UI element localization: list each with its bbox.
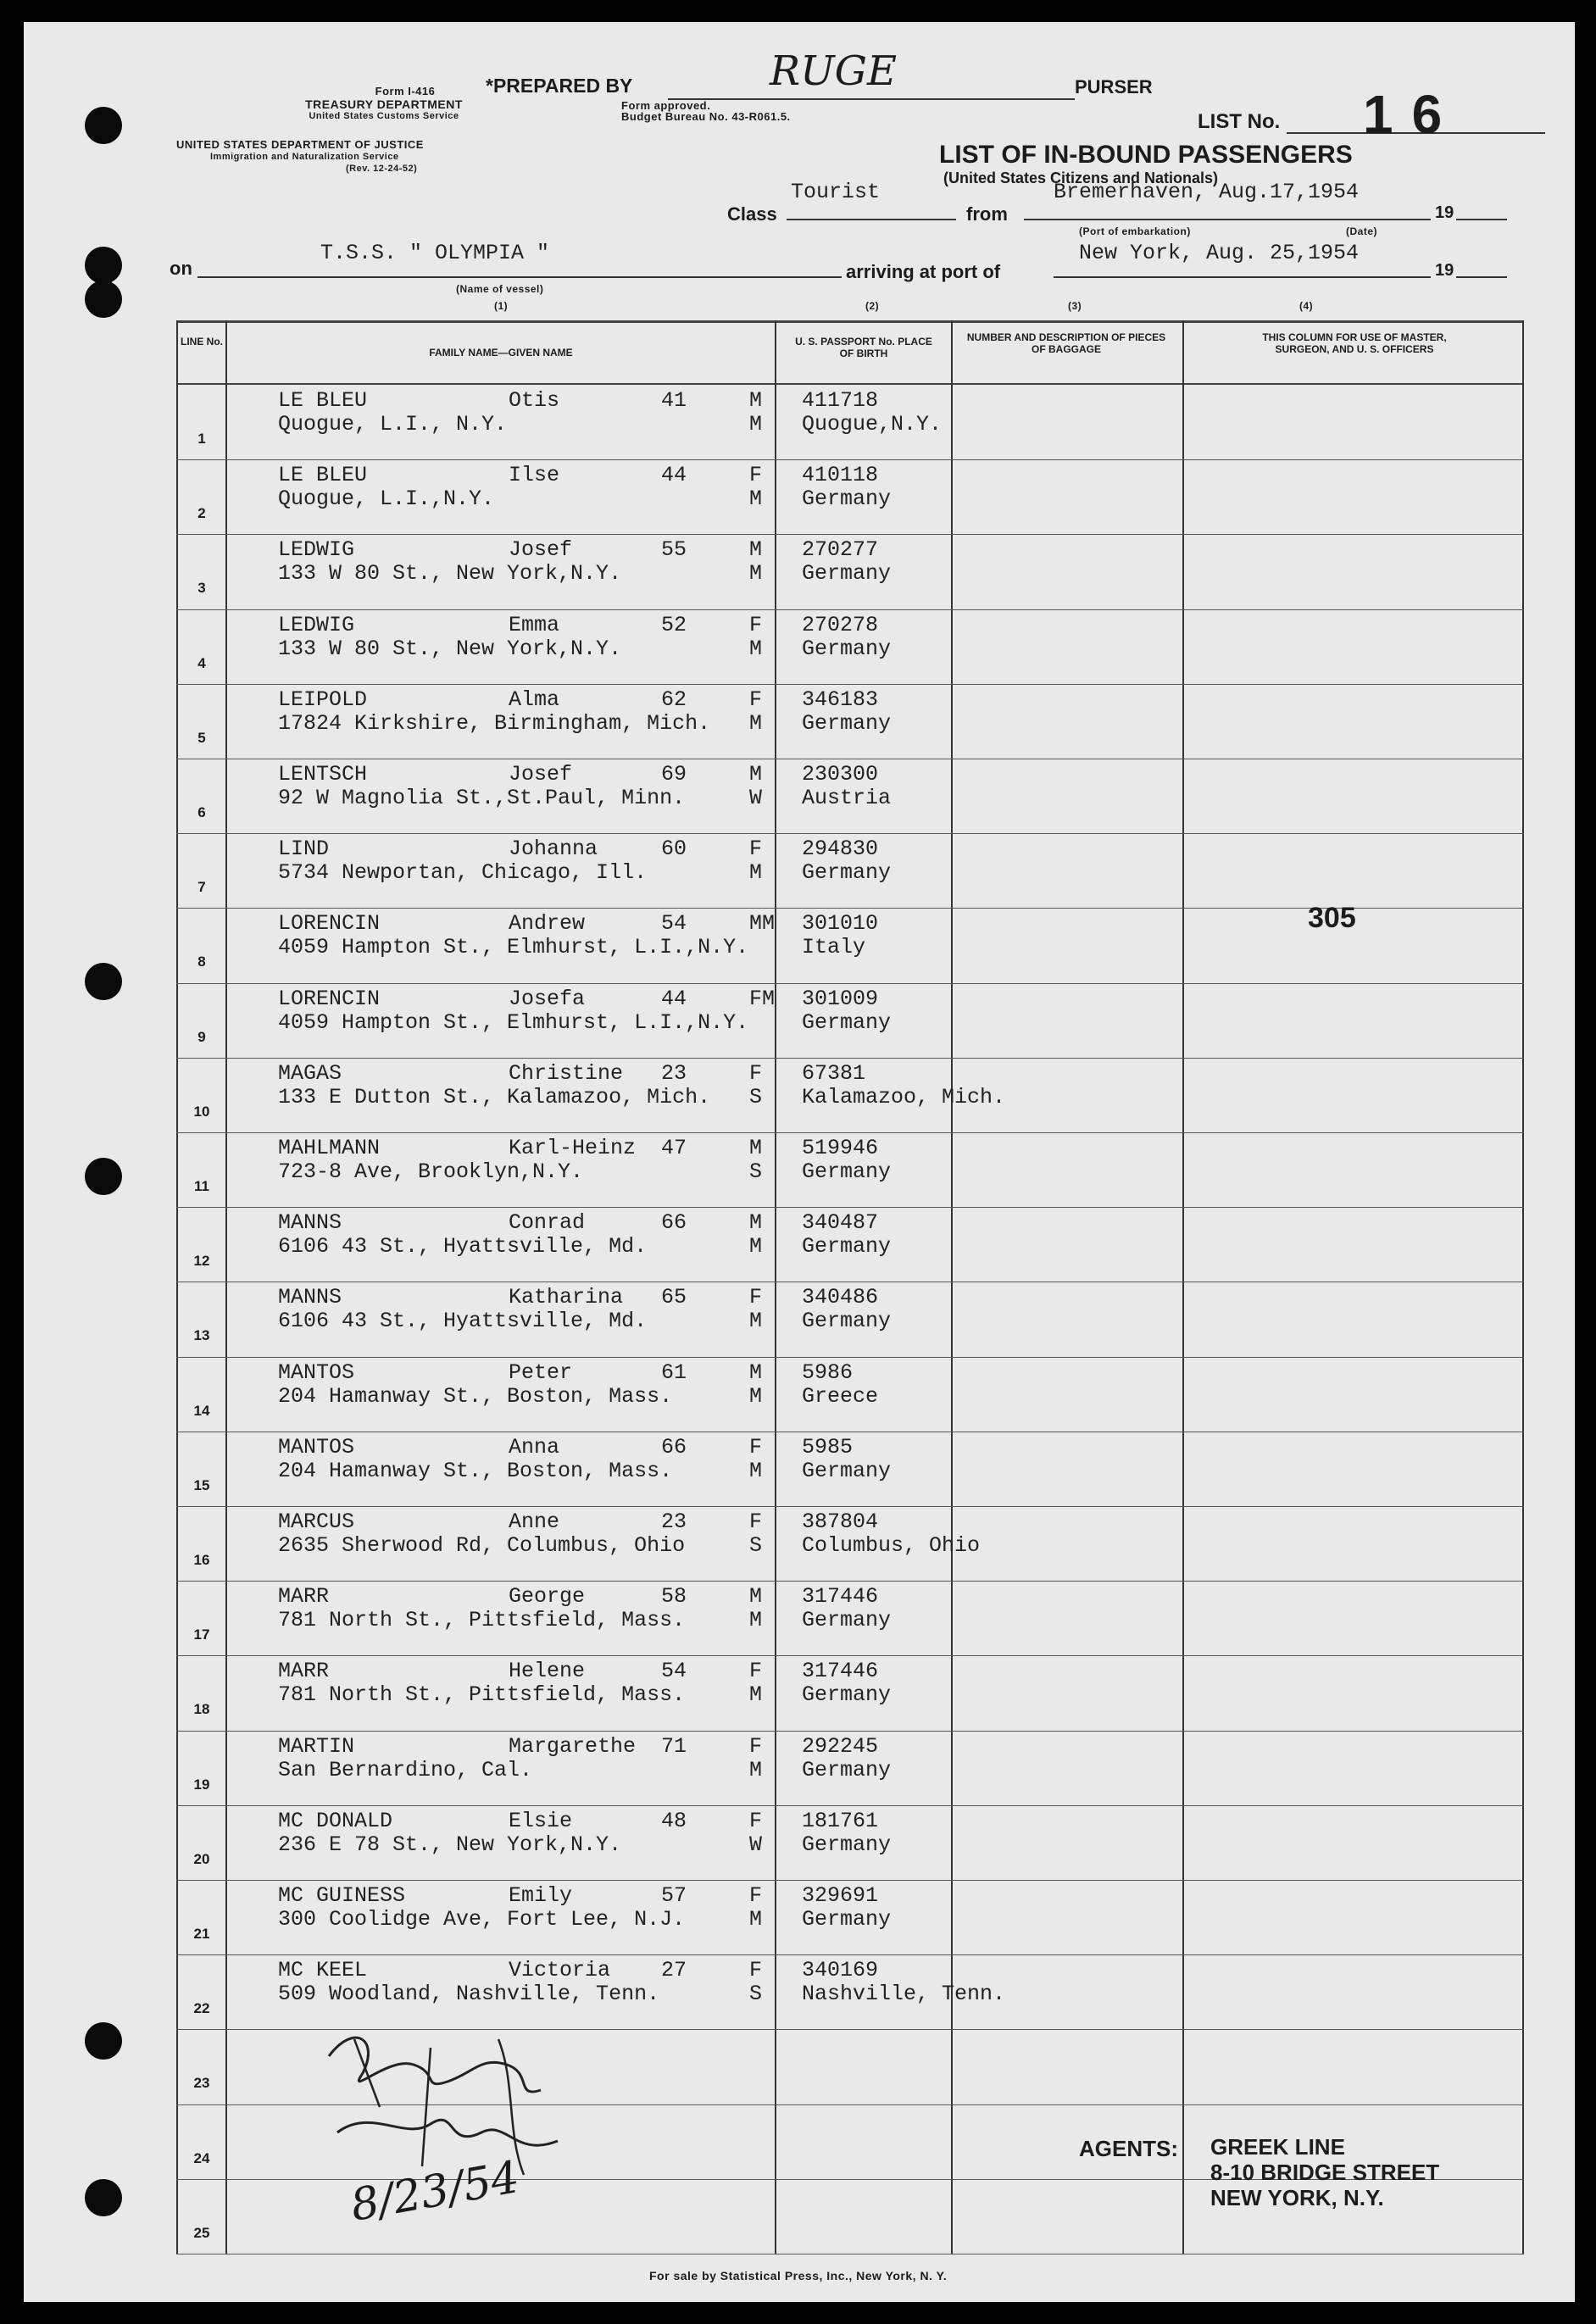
birthplace: Germany [802, 1832, 892, 1857]
marital-status: S [749, 1982, 763, 2007]
row-rule [176, 459, 1524, 460]
family-name: MANNS [278, 1285, 342, 1310]
row-rule [176, 1506, 1524, 1507]
sex: F [749, 1659, 763, 1684]
marital-status: M [749, 412, 763, 436]
sex: F [749, 1808, 763, 1833]
prepared-by-label: *PREPARED BY [486, 75, 633, 97]
passenger-row [24, 385, 1524, 459]
birthplace: Kalamazoo, Mich. [802, 1084, 1006, 1109]
row-rule [176, 1880, 1524, 1881]
line-number: 10 [193, 1103, 210, 1120]
marital-status: S [749, 1533, 763, 1558]
given-name: Andrew [509, 911, 586, 937]
passport-number: 5986 [802, 1359, 854, 1385]
year-prefix-1: 19 [1435, 203, 1454, 222]
line-number: 3 [197, 580, 206, 597]
signature-scribble [303, 2005, 626, 2268]
row-rule [176, 1207, 1524, 1208]
line-number: 17 [193, 1626, 210, 1643]
row-rule [176, 1655, 1524, 1656]
marital-status: M [749, 1608, 763, 1633]
address: 5734 Newportan, Chicago, Ill. [278, 860, 648, 886]
budget-approved: Form approved. [621, 99, 711, 112]
line-number: 6 [197, 804, 206, 820]
marital-status: M [749, 1757, 763, 1782]
address: Quogue, L.I.,N.Y. [278, 486, 495, 512]
family-name: MAHLMANN [278, 1136, 381, 1160]
passenger-row [24, 1880, 1524, 1954]
age: 71 [661, 1733, 687, 1759]
header-name: FAMILY NAME—GIVEN NAME [429, 347, 573, 359]
birthplace: Germany [802, 860, 892, 886]
given-name: George [509, 1584, 586, 1610]
age: 61 [661, 1359, 687, 1385]
marital-status: M [749, 1234, 763, 1259]
marital-status: M [749, 710, 763, 736]
year-prefix-2: 19 [1435, 261, 1454, 280]
binder-hole [85, 281, 122, 318]
col3-note: (3) [1068, 300, 1082, 312]
family-name: MC DONALD [278, 1808, 393, 1833]
given-name: Conrad [509, 1210, 586, 1236]
date-note: (Date) [1346, 225, 1378, 237]
passport-number: 301009 [802, 986, 879, 1011]
given-name: Josef [509, 537, 573, 563]
passport-number: 67381 [802, 1060, 866, 1086]
birthplace: Austria [802, 786, 892, 810]
passport-number: 317446 [802, 1659, 879, 1684]
list-title: LIST OF IN-BOUND PASSENGERS [939, 141, 1353, 169]
marital-status: M [749, 1309, 763, 1334]
birthplace: Germany [802, 1608, 892, 1633]
agents-line1: GREEK LINE [1210, 2134, 1345, 2160]
sex: MM [749, 911, 776, 937]
birthplace: Germany [802, 710, 892, 736]
passport-number: 410118 [802, 463, 879, 488]
passport-number: 270277 [802, 537, 879, 563]
line-number: 13 [193, 1327, 210, 1344]
list-label: LIST No. [1198, 110, 1281, 133]
from-label: from [966, 203, 1008, 225]
age: 23 [661, 1509, 687, 1534]
family-name: MARTIN [278, 1733, 355, 1759]
row-rule [176, 1954, 1524, 1955]
line-number: 16 [193, 1552, 210, 1568]
family-name: LEDWIG [278, 612, 355, 637]
justice-dept: UNITED STATES DEPARTMENT OF JUSTICE [176, 138, 424, 151]
family-name: LORENCIN [278, 911, 381, 937]
passport-number: 519946 [802, 1136, 879, 1160]
given-name: Margarethe [509, 1733, 637, 1759]
birthplace: Germany [802, 1159, 892, 1184]
family-name: MC GUINESS [278, 1883, 406, 1908]
birthplace: Germany [802, 1234, 892, 1259]
family-name: LIND [278, 837, 330, 862]
binder-hole [85, 107, 122, 144]
header-line-no: LINE No. [181, 336, 223, 347]
line-number: 1 [197, 431, 206, 447]
address: 781 North St., Pittsfield, Mass. [278, 1608, 686, 1633]
age: 60 [661, 837, 687, 862]
address: 723-8 Ave, Brooklyn,N.Y. [278, 1159, 584, 1184]
age: 66 [661, 1434, 687, 1459]
line-number: 14 [193, 1402, 210, 1419]
passport-number: 411718 [802, 388, 879, 413]
age: 44 [661, 463, 687, 488]
passenger-row [24, 759, 1524, 833]
line-number: 8 [197, 954, 206, 970]
age: 54 [661, 1659, 687, 1684]
sex: F [749, 1958, 763, 1983]
marital-status: M [749, 636, 763, 661]
address: 300 Coolidge Ave, Fort Lee, N.J. [278, 1907, 686, 1932]
marital-status: M [749, 860, 763, 886]
passport-number: 292245 [802, 1733, 879, 1759]
passenger-row [24, 1282, 1524, 1356]
given-name: Katharina [509, 1285, 624, 1310]
passport-number: 181761 [802, 1808, 879, 1833]
marital-status: M [749, 1458, 763, 1483]
passport-number: 340169 [802, 1958, 879, 1983]
line-number: 12 [193, 1253, 210, 1270]
given-name: Peter [509, 1359, 573, 1385]
birthplace: Germany [802, 1309, 892, 1334]
age: 58 [661, 1584, 687, 1610]
sex: M [749, 537, 763, 563]
address: 6106 43 St., Hyattsville, Md. [278, 1234, 648, 1259]
age: 27 [661, 1958, 687, 1983]
passport-number: 317446 [802, 1584, 879, 1610]
line-number: 18 [193, 1701, 210, 1718]
header-officers: THIS COLUMN FOR USE OF MASTER, SURGEON, AND U. S. OFFICERS [1262, 331, 1447, 355]
treasury-dept: TREASURY DEPARTMENT [305, 97, 463, 111]
passenger-row [24, 1731, 1524, 1805]
address: 509 Woodland, Nashville, Tenn. [278, 1982, 660, 2007]
year-underline-1 [1456, 219, 1507, 220]
sex: M [749, 1210, 763, 1236]
prepared-by-value: RUGE [770, 47, 897, 95]
birthplace: Germany [802, 561, 892, 587]
family-name: MANNS [278, 1210, 342, 1236]
birthplace: Germany [802, 486, 892, 512]
address: 204 Hamanway St., Boston, Mass. [278, 1383, 673, 1409]
line-number: 4 [197, 654, 206, 671]
line-number: 9 [197, 1028, 206, 1045]
list-number: 16 [1363, 84, 1461, 145]
family-name: LORENCIN [278, 986, 381, 1011]
revision-date: (Rev. 12-24-52) [346, 164, 418, 174]
ins-service: Immigration and Naturalization Service [210, 152, 399, 162]
port-embark-note: (Port of embarkation) [1079, 225, 1191, 237]
line-number: 24 [193, 2149, 210, 2166]
family-name: LE BLEU [278, 463, 368, 488]
address: 4059 Hampton St., Elmhurst, L.I.,N.Y. [278, 935, 749, 960]
address: 133 W 80 St., New York,N.Y. [278, 636, 622, 661]
sex: M [749, 762, 763, 787]
passport-number: 346183 [802, 687, 879, 712]
passenger-row [24, 1058, 1524, 1132]
family-name: MAGAS [278, 1060, 342, 1086]
passenger-row [24, 1207, 1524, 1282]
passport-number: 340486 [802, 1285, 879, 1310]
marital-status: M [749, 1682, 763, 1708]
row-rule [176, 1132, 1524, 1133]
row-rule [176, 1805, 1524, 1806]
row-rule [176, 1058, 1524, 1059]
row-rule [176, 534, 1524, 535]
year-underline-2 [1456, 276, 1507, 278]
line-number: 25 [193, 2224, 210, 2241]
given-name: Anne [509, 1509, 560, 1534]
header-baggage: NUMBER AND DESCRIPTION OF PIECES OF BAGGAGE [966, 331, 1166, 355]
line-number: 19 [193, 1776, 210, 1793]
class-label: Class [727, 203, 777, 225]
given-name: Otis [509, 388, 560, 413]
family-name: LE BLEU [278, 388, 368, 413]
family-name: LENTSCH [278, 762, 368, 787]
table-top-rule [176, 320, 1524, 323]
passenger-row [24, 1805, 1524, 1880]
marital-status: S [749, 1159, 763, 1184]
age: 69 [661, 762, 687, 787]
birthplace: Germany [802, 1009, 892, 1035]
signature-date: 8/23/54 [347, 2152, 524, 2232]
col2-note: (2) [865, 300, 880, 312]
marital-status: M [749, 486, 763, 512]
row-rule [176, 684, 1524, 685]
birthplace: Italy [802, 935, 866, 960]
class-value: Tourist [791, 180, 881, 204]
marital-status: M [749, 1907, 763, 1932]
family-name: LEIPOLD [278, 687, 368, 712]
given-name: Victoria [509, 1958, 611, 1983]
given-name: Josefa [509, 986, 586, 1011]
sex: M [749, 1584, 763, 1610]
given-name: Johanna [509, 837, 598, 862]
birthplace: Germany [802, 636, 892, 661]
age: 57 [661, 1883, 687, 1908]
given-name: Alma [509, 687, 560, 712]
passenger-row [24, 1655, 1524, 1730]
passenger-row [24, 534, 1524, 609]
sex: F [749, 687, 763, 712]
budget-bureau: Budget Bureau No. 43-R061.5. [621, 110, 791, 123]
line-number: 21 [193, 1926, 210, 1942]
birthplace: Nashville, Tenn. [802, 1982, 1006, 2007]
sex: F [749, 1285, 763, 1310]
age: 23 [661, 1060, 687, 1086]
vessel-note: (Name of vessel) [456, 283, 544, 295]
row-rule [176, 1731, 1524, 1732]
age: 48 [661, 1808, 687, 1833]
sex: F [749, 837, 763, 862]
passenger-row [24, 908, 1524, 982]
sex: F [749, 1060, 763, 1086]
sex: F [749, 1883, 763, 1908]
marital-status: W [749, 786, 763, 810]
vessel-name: T.S.S. " OLYMPIA " [320, 241, 550, 265]
list-subtitle: (United States Citizens and Nationals) [943, 170, 1219, 186]
prepared-by-underline [668, 98, 1075, 100]
family-name: MANTOS [278, 1359, 355, 1385]
given-name: Elsie [509, 1808, 573, 1833]
line-number: 5 [197, 729, 206, 746]
age: 54 [661, 911, 687, 937]
sex: F [749, 1509, 763, 1534]
passenger-row [24, 609, 1524, 684]
address: 4059 Hampton St., Elmhurst, L.I.,N.Y. [278, 1009, 749, 1035]
sex: F [749, 612, 763, 637]
header-passport: U. S. PASSPORT No. PLACE OF BIRTH [795, 336, 932, 359]
passenger-row [24, 1357, 1524, 1432]
passenger-row [24, 1432, 1524, 1506]
address: 236 E 78 St., New York,N.Y. [278, 1832, 622, 1857]
line-number: 7 [197, 879, 206, 896]
row-rule [176, 1357, 1524, 1358]
address: 133 W 80 St., New York,N.Y. [278, 561, 622, 587]
address: 2635 Sherwood Rd, Columbus, Ohio [278, 1533, 686, 1558]
birthplace: Germany [802, 1907, 892, 1932]
given-name: Emma [509, 612, 560, 637]
sex: M [749, 1359, 763, 1385]
address: 204 Hamanway St., Boston, Mass. [278, 1458, 673, 1483]
line-number: 20 [193, 1850, 210, 1867]
marital-status: M [749, 1383, 763, 1409]
passenger-row [24, 983, 1524, 1058]
age: 41 [661, 388, 687, 413]
family-name: MC KEEL [278, 1958, 368, 1983]
birthplace: Germany [802, 1757, 892, 1782]
agents-line2: 8-10 BRIDGE STREET [1210, 2160, 1440, 2185]
binder-hole [85, 247, 122, 284]
family-name: LEDWIG [278, 537, 355, 563]
sex: F [749, 1434, 763, 1459]
line-number: 23 [193, 2075, 210, 2092]
line-number: 22 [193, 2000, 210, 2017]
row-rule [176, 609, 1524, 610]
marital-status: W [749, 1832, 763, 1857]
arriving-value: New York, Aug. 25,1954 [1079, 241, 1360, 265]
age: 62 [661, 687, 687, 712]
given-name: Karl-Heinz [509, 1136, 637, 1160]
passenger-row [24, 459, 1524, 534]
given-name: Christine [509, 1060, 624, 1086]
age: 44 [661, 986, 687, 1011]
given-name: Josef [509, 762, 573, 787]
address: 92 W Magnolia St.,St.Paul, Minn. [278, 786, 686, 810]
passport-number: 294830 [802, 837, 879, 862]
passenger-row [24, 1506, 1524, 1581]
row-rule [176, 833, 1524, 834]
address: 17824 Kirkshire, Birmingham, Mich. [278, 710, 711, 736]
manifest-page [24, 22, 1575, 2302]
marital-status: S [749, 1084, 763, 1109]
passport-number: 329691 [802, 1883, 879, 1908]
given-name: Helene [509, 1659, 586, 1684]
sex: FM [749, 986, 776, 1011]
from-underline [1024, 219, 1431, 220]
family-name: MARCUS [278, 1509, 355, 1534]
vessel-underline [197, 276, 842, 278]
birthplace: Columbus, Ohio [802, 1533, 981, 1558]
passport-number: 340487 [802, 1210, 879, 1236]
family-name: MARR [278, 1659, 330, 1684]
passport-number: 5985 [802, 1434, 854, 1459]
row-rule [176, 1581, 1524, 1582]
empty-row [24, 2029, 1524, 2104]
purser-label: PURSER [1075, 76, 1153, 97]
passenger-row [24, 1132, 1524, 1207]
age: 52 [661, 612, 687, 637]
passenger-row [24, 684, 1524, 759]
address: San Bernardino, Cal. [278, 1757, 533, 1782]
arriving-label: arriving at port of [846, 261, 1001, 282]
officer-note: 305 [1308, 902, 1356, 934]
sex: M [749, 1136, 763, 1160]
given-name: Anna [509, 1434, 560, 1459]
passport-number: 230300 [802, 762, 879, 787]
from-value: Bremerhaven, Aug.17,1954 [1054, 180, 1360, 204]
birthplace: Greece [802, 1383, 879, 1409]
birthplace: Quogue,N.Y. [802, 412, 943, 436]
age: 55 [661, 537, 687, 563]
age: 66 [661, 1210, 687, 1236]
passport-number: 387804 [802, 1509, 879, 1534]
address: Quogue, L.I., N.Y. [278, 412, 508, 436]
line-number: 2 [197, 505, 206, 522]
col1-note: (1) [494, 300, 509, 312]
on-label: on [170, 258, 192, 279]
passenger-row [24, 1954, 1524, 2029]
birthplace: Germany [802, 1682, 892, 1708]
line-number: 15 [193, 1476, 210, 1493]
given-name: Ilse [509, 463, 560, 488]
line-number: 11 [194, 1178, 209, 1194]
given-name: Emily [509, 1883, 573, 1908]
customs-service: United States Customs Service [309, 111, 459, 121]
agents-label: AGENTS: [1079, 2136, 1178, 2161]
passport-number: 301010 [802, 911, 879, 937]
sex: M [749, 388, 763, 413]
address: 6106 43 St., Hyattsville, Md. [278, 1309, 648, 1334]
col4-note: (4) [1299, 300, 1314, 312]
sex: F [749, 1733, 763, 1759]
agents-line3: NEW YORK, N.Y. [1210, 2185, 1384, 2210]
family-name: MANTOS [278, 1434, 355, 1459]
address: 133 E Dutton St., Kalamazoo, Mich. [278, 1084, 711, 1109]
birthplace: Germany [802, 1458, 892, 1483]
passenger-row [24, 1581, 1524, 1655]
age: 65 [661, 1285, 687, 1310]
address: 781 North St., Pittsfield, Mass. [278, 1682, 686, 1708]
passenger-row [24, 833, 1524, 908]
class-underline [787, 219, 956, 220]
age: 47 [661, 1136, 687, 1160]
form-number: Form I-416 [375, 85, 436, 97]
printer-footer: For sale by Statistical Press, Inc., New York, N. Y. [649, 2269, 948, 2282]
sex: F [749, 463, 763, 488]
marital-status: M [749, 561, 763, 587]
family-name: MARR [278, 1584, 330, 1610]
passport-number: 270278 [802, 612, 879, 637]
row-rule [176, 983, 1524, 984]
arriving-underline [1054, 276, 1431, 278]
